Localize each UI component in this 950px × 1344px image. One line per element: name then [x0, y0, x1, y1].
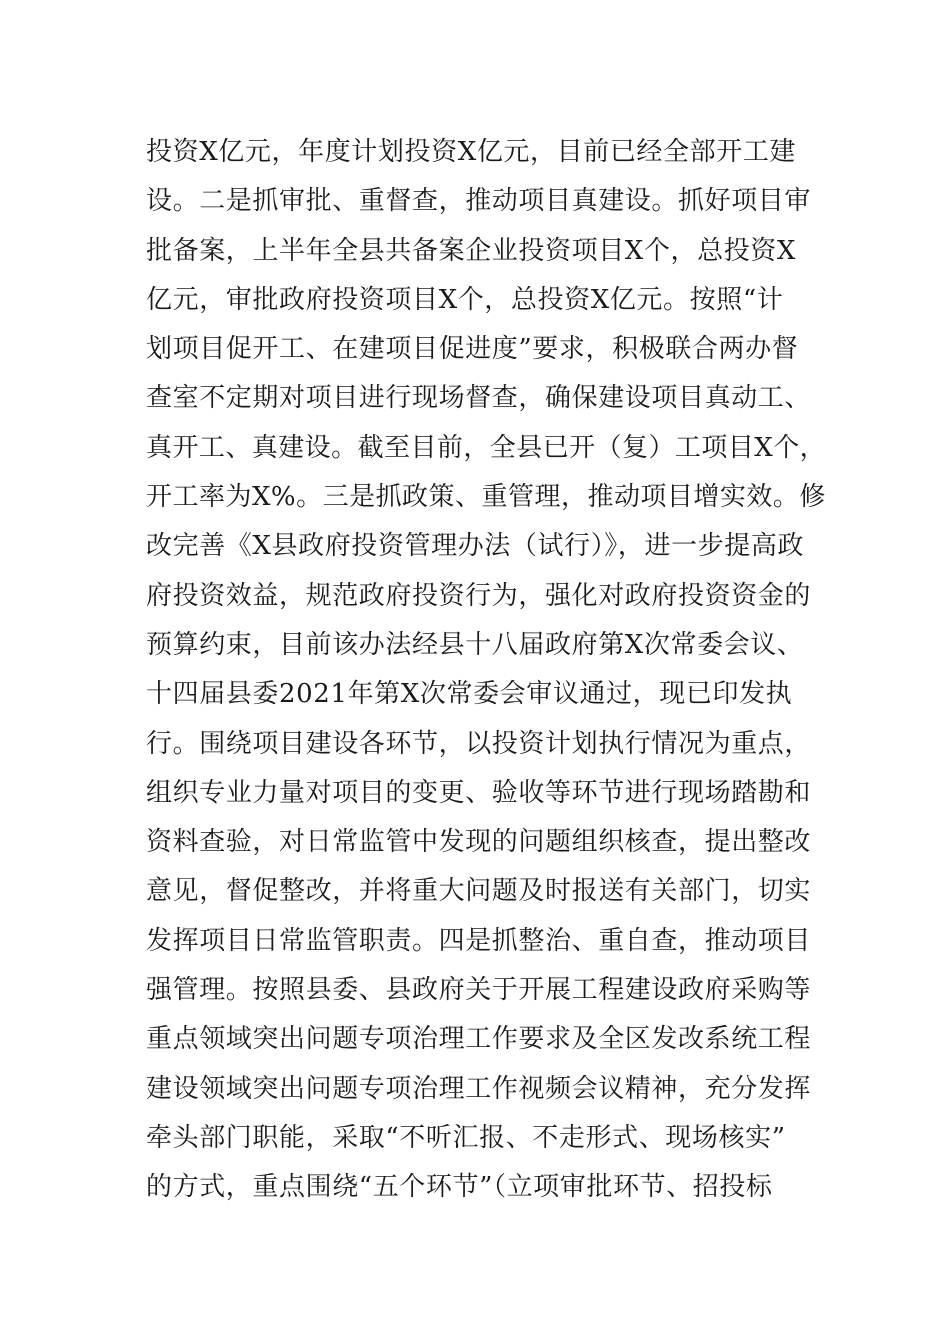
- text-line: 划项目促开工、在建项目促进度”要求，积极联合两办督: [146, 334, 799, 365]
- text-line: 建设领域突出问题专项治理工作视频会议精神，充分发挥: [146, 1073, 812, 1104]
- text-line: 预算约束，目前该办法经县十八届政府第X次常委会议、: [146, 629, 804, 660]
- text-line: 重点领域突出问题专项治理工作要求及全区发改系统工程: [146, 1024, 812, 1055]
- text-line: 批备案，上半年全县共备案企业投资项目X个，总投资X: [146, 235, 797, 266]
- text-line: 资料查验，对日常监管中发现的问题组织核查，提出整改: [146, 827, 812, 858]
- text-line: 开工率为X%。三是抓政策、重管理，推动项目增实效。修: [146, 482, 826, 513]
- text-line: 设。二是抓审批、重督查，推动项目真建设。抓好项目审: [146, 186, 812, 217]
- text-line: 府投资效益，规范政府投资行为，强化对政府投资资金的: [146, 580, 812, 611]
- text-line: 强管理。按照县委、县政府关于开展工程建设政府采购等: [146, 975, 812, 1006]
- text-line: 的方式，重点围绕“五个环节”（立项审批环节、招投标: [146, 1172, 773, 1203]
- text-line: 改完善《X县政府投资管理办法（试行）》，进一步提高政: [146, 531, 805, 562]
- text-line: 行。围绕项目建设各环节，以投资计划执行情况为重点，: [146, 728, 812, 759]
- text-line: 真开工、真建设。截至目前，全县已开（复）工项目X个，: [146, 432, 827, 463]
- text-line: 发挥项目日常监管职责。四是抓整治、重自查，推动项目: [146, 925, 812, 956]
- text-line: 组织专业力量对项目的变更、验收等环节进行现场踏勘和: [146, 777, 812, 808]
- text-line: 亿元，审批政府投资项目X个，总投资X亿元。按照“计: [146, 284, 784, 315]
- text-line: 投资X亿元，年度计划投资X亿元，目前已经全部开工建: [146, 137, 797, 167]
- text-line: 牵头部门职能，采取“不听汇报、不走形式、现场核实”: [146, 1122, 786, 1153]
- text-line: 查室不定期对项目进行现场督查，确保建设项目真动工、: [146, 383, 812, 414]
- text-line: 意见，督促整改，并将重大问题及时报送有关部门，切实: [146, 876, 812, 907]
- body-text: [146, 128, 826, 1213]
- text-line: 十四届县委2021年第X次常委会审议通过，现已印发执: [146, 679, 793, 710]
